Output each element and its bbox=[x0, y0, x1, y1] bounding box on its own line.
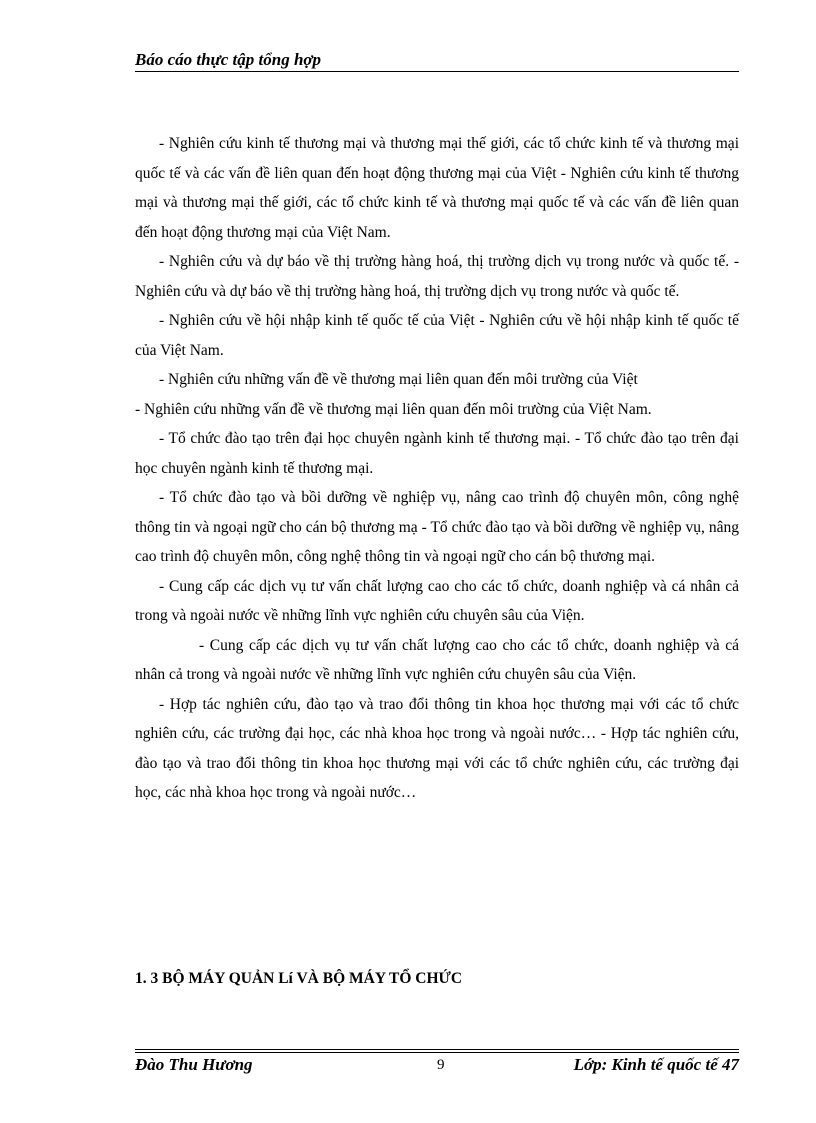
paragraph-4: - Nghiên cứu những vấn đề về thương mại liên quan đến môi trường của Việt bbox=[159, 371, 638, 388]
paragraph-3: - Nghiên cứu về hội nhập kinh tế quốc tế của Việt - Nghiên cứu về hội nhập kinh tế quốc tế của Việt Nam. bbox=[135, 312, 739, 359]
paragraph-1: - Nghiên cứu kinh tế thương mại và thương mại thế giới, các tổ chức kinh tế và thương mại quốc tế và các vấn đề liên quan đến hoạt động thương mại của Việt - Nghiên cứu kinh tế thương mại và thương mại thế giới, các tổ chức kinh tế và thương mại quốc tế và các vấn đề liên quan đến hoạt động thương mại của Việt Nam. bbox=[135, 135, 739, 241]
footer-class-label: Lớp: Kinh tế quốc tế 47 bbox=[573, 1055, 739, 1074]
paragraph-9: - Cung cấp các dịch vụ tư vấn chất lượng cao cho các tổ chức, doanh nghiệp và cá nhân cả trong và ngoài nước về những lĩnh vực nghiên cứu chuyên sâu của Viện. bbox=[135, 636, 739, 683]
footer-author: Đào Thu Hương bbox=[135, 1055, 253, 1074]
paragraph-2: - Nghiên cứu và dự báo về thị trường hàng hoá, thị trường dịch vụ trong nước và quốc tế. - Nghiên cứu và dự báo về thị trường hàng hoá, thị trường dịch vụ trong nước và quốc tế. bbox=[135, 253, 739, 300]
page-footer bbox=[135, 1055, 739, 1077]
paragraph-6: - Tổ chức đào tạo trên đại học chuyên ngành kinh tế thương mại. - Tổ chức đào tạo trên đại học chuyên ngành kinh tế thương mại. bbox=[135, 430, 739, 477]
section-heading: 1. 3 BỘ MÁY QUẢN Lí VÀ BỘ MÁY TỔ CHỨC bbox=[135, 970, 463, 987]
header-rule bbox=[135, 71, 739, 72]
paragraph-7: - Tổ chức đào tạo và bồi dưỡng về nghiệp vụ, nâng cao trình độ chuyên môn, công nghệ thông tin và ngoại ngữ cho cán bộ thương mạ - Tổ chức đào tạo và bồi dưỡng về nghiệp vụ, nâng cao trình độ chuyên môn, công nghệ thông tin và ngoại ngữ cho cán bộ thương mại. bbox=[135, 489, 739, 565]
paragraph-8: - Cung cấp các dịch vụ tư vấn chất lượng cao cho các tổ chức, doanh nghiệp và cá nhân cả trong và ngoài nước về những lĩnh vực nghiên cứu chuyên sâu của Viện. bbox=[135, 577, 739, 624]
header-title: Báo cáo thực tập tổng hợp bbox=[135, 50, 322, 69]
document-body bbox=[135, 129, 739, 808]
paragraph-5: - Nghiên cứu những vấn đề về thương mại liên quan đến môi trường của Việt Nam. bbox=[135, 400, 652, 418]
page-number: 9 bbox=[437, 1057, 445, 1073]
footer-rule-thin bbox=[135, 1049, 739, 1050]
paragraph-10: - Hợp tác nghiên cứu, đào tạo và trao đổi thông tin khoa học thương mại với các tổ chức nghiên cứu, các trường đại học, các nhà khoa học trong và ngoài nước… - Hợp tác nghiên cứu, đào tạo và trao đổi thông tin khoa học thương mại với các tổ chức nghiên cứu, các trường đại học, các nhà khoa học trong và ngoài nước… bbox=[135, 695, 739, 801]
footer-rule-thick bbox=[135, 1052, 739, 1053]
